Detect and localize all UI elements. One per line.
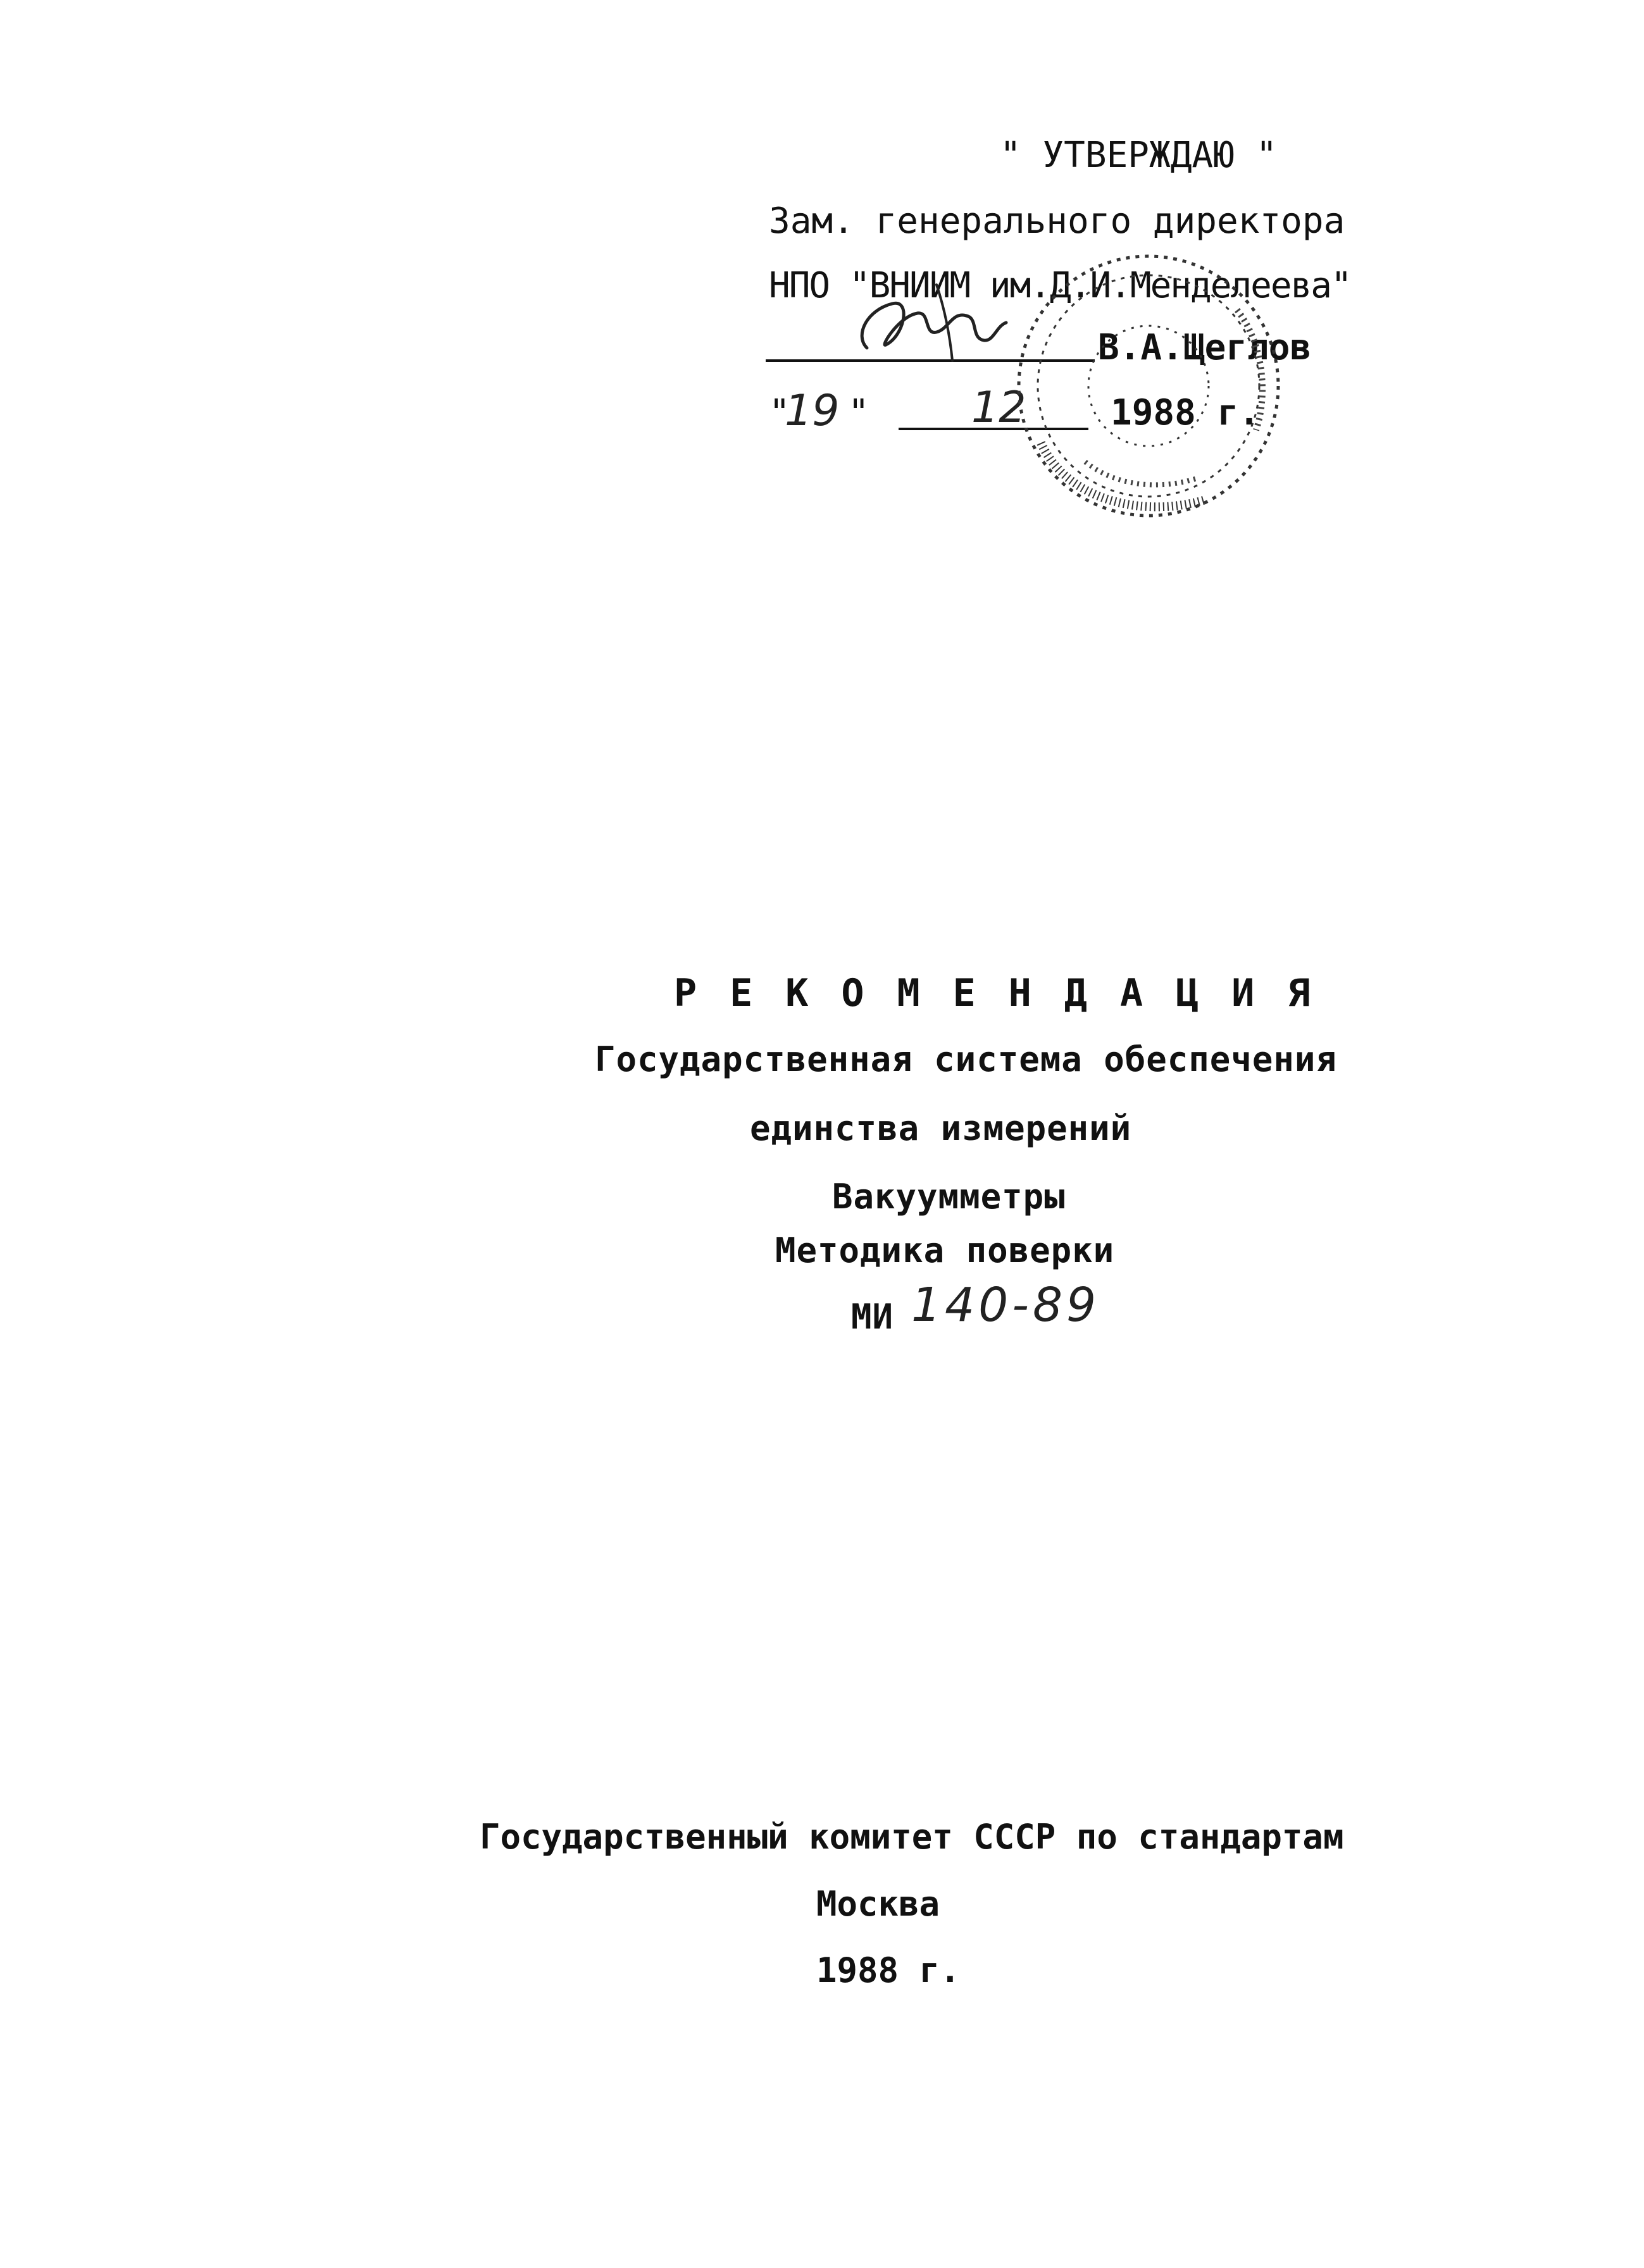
document-code-prefix: МИ [851, 1297, 894, 1337]
document-type-title: РЕКОМЕНДАЦИЯ [674, 971, 1343, 1015]
publication-year: 1988 г. [816, 1950, 961, 1990]
date-quote-open: " [769, 392, 790, 433]
approval-position: Зам. генерального директора [769, 201, 1345, 242]
document-title-line-4: Методика поверки [775, 1230, 1115, 1270]
date-month: 12 [971, 383, 1026, 433]
document-title-line-3: Вакуумметры [832, 1177, 1066, 1217]
approval-heading: " УТВЕРЖДАЮ " [1000, 135, 1278, 176]
official-seal-stamp [997, 234, 1300, 538]
publication-city: Москва [816, 1884, 940, 1924]
publisher: Государственный комитет СССР по стандартам [480, 1817, 1344, 1857]
document-title-line-2: единства измерений [750, 1108, 1132, 1148]
approval-organization: НПО "ВНИИМ им.Д.И.Менделеева" [769, 265, 1351, 306]
date-year: 1988 г. [1111, 392, 1261, 433]
date-quote-close: " [848, 392, 869, 433]
document-code-number: 140-89 [911, 1278, 1100, 1332]
date-day: 19 [785, 386, 840, 436]
document-title-line-1: Государственная система обеспечения [595, 1039, 1337, 1079]
approval-signatory: В.А.Щеглов [1098, 327, 1312, 368]
